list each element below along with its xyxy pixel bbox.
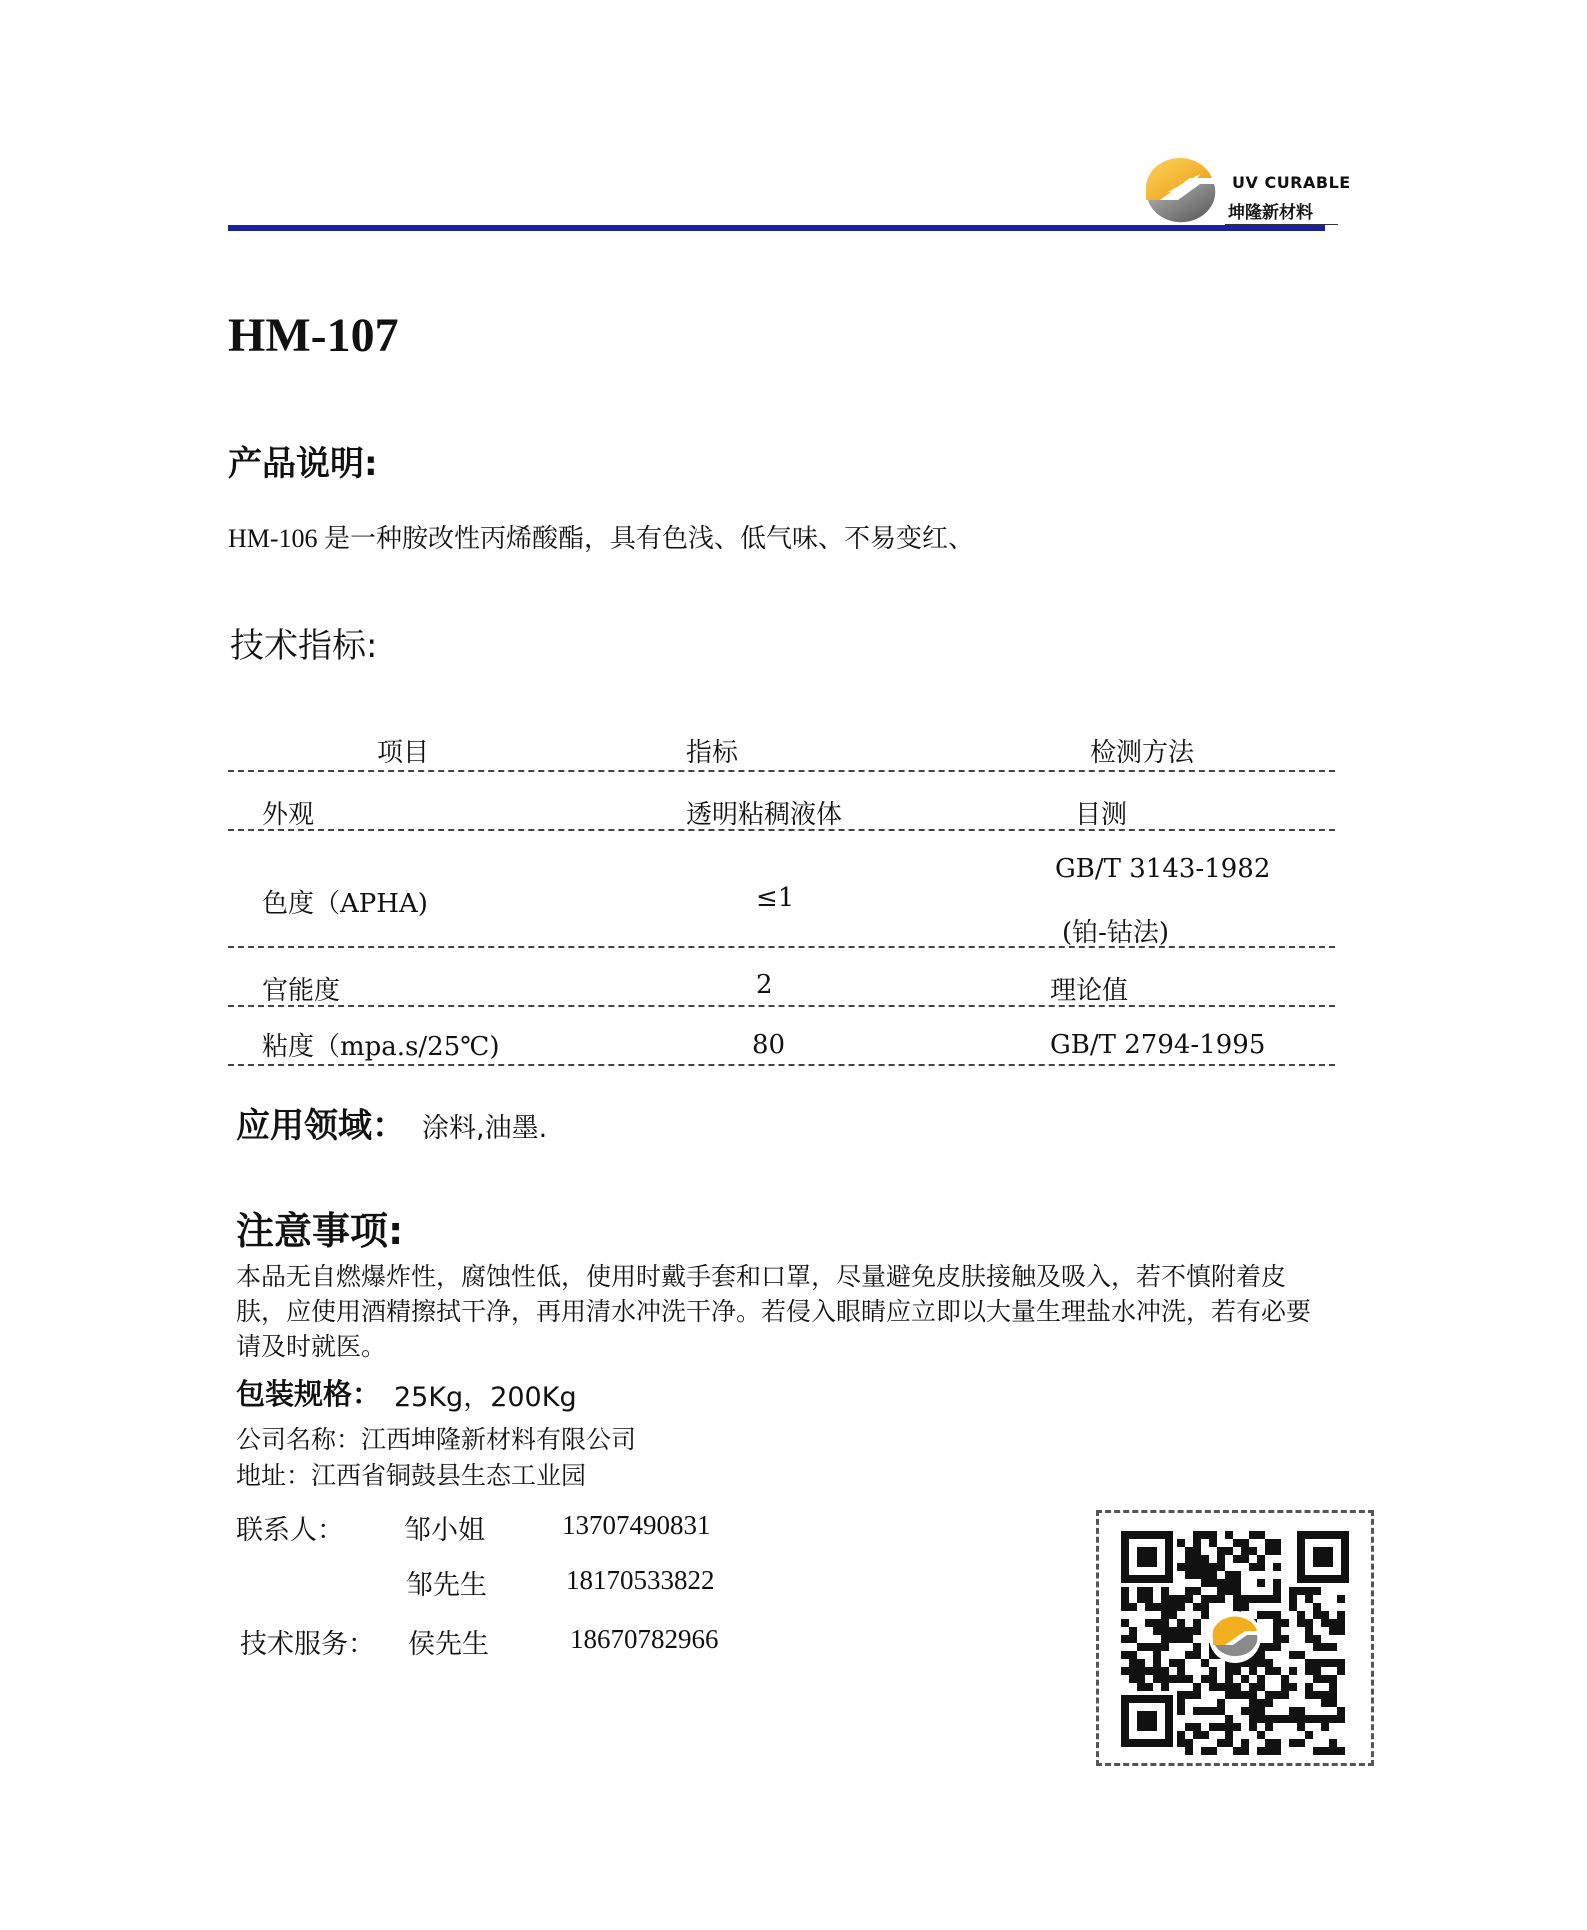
brand-name-en: UV CURABLE: [1232, 173, 1351, 192]
table-divider: [228, 829, 1335, 831]
application-label: 应用领域：: [236, 1106, 406, 1146]
row-item: 外观: [262, 800, 315, 830]
row-method-sub: (铂-钴法): [1062, 918, 1170, 948]
table-divider: [228, 1005, 1335, 1007]
row-value: 透明粘稠液体: [686, 800, 843, 830]
product-title: HM-107: [228, 309, 399, 362]
company-name: 公司名称：江西坤隆新材料有限公司: [236, 1427, 637, 1454]
table-divider: [228, 1064, 1335, 1066]
packaging-value: 25Kg，200Kg: [394, 1382, 577, 1413]
row-method: GB/T 2794-1995: [1050, 1030, 1266, 1060]
row-value: ≤1: [756, 883, 795, 913]
description-text: HM-106 是一种胺改性丙烯酸酯，具有色浅、低气味、不易变红、: [228, 524, 975, 553]
qr-code-graphic: [1099, 1513, 1371, 1763]
application-value: 涂料,油墨.: [422, 1113, 548, 1144]
notes-heading: 注意事项:: [236, 1209, 404, 1253]
row-item: 粘度（mpa.s/25℃): [262, 1032, 500, 1062]
row-method: GB/T 3143-1982: [1055, 854, 1271, 884]
specs-heading: 技术指标:: [230, 626, 378, 666]
table-divider: [228, 946, 1335, 948]
row-item: 色度（APHA): [262, 889, 428, 919]
qr-code-icon: [1096, 1510, 1374, 1766]
header-rule: [228, 225, 1325, 231]
col-header-item: 项目: [377, 738, 430, 768]
row-item: 官能度: [262, 976, 341, 1006]
contact-phone: 18170533822: [566, 1565, 715, 1595]
packaging-label: 包装规格：: [236, 1377, 382, 1411]
row-value: 2: [756, 970, 773, 1000]
contact-phone: 18670782966: [570, 1624, 719, 1654]
row-value: 80: [752, 1030, 786, 1060]
company-logo-icon: [1138, 148, 1218, 228]
brand-name-cn: 坤隆新材料: [1228, 203, 1313, 223]
contact-name: 邹小姐: [404, 1515, 485, 1545]
contact-phone: 13707490831: [562, 1510, 711, 1540]
row-method: 理论值: [1050, 976, 1129, 1006]
notes-text: 本品无自燃爆炸性，腐蚀性低，使用时戴手套和口罩，尽量避免皮肤接触及吸入，若不慎附着皮肤，应使用酒精擦拭干净，再用清水冲洗干净。若侵入眼睛应立即以大量生理盐水冲洗，若有必要请及时就医。: [236, 1264, 1312, 1361]
contact-label: 联系人：: [236, 1515, 344, 1545]
col-header-method: 检测方法: [1090, 738, 1195, 768]
description-heading: 产品说明:: [228, 444, 378, 484]
row-method: 目测: [1075, 800, 1128, 830]
contact-name: 侯先生: [408, 1629, 489, 1659]
company-address: 地址：江西省铜鼓县生态工业园: [236, 1463, 587, 1490]
table-divider: [228, 770, 1335, 772]
contact-label: 技术服务：: [240, 1629, 375, 1659]
col-header-value: 指标: [686, 738, 739, 768]
contact-name: 邹先生: [406, 1570, 487, 1600]
